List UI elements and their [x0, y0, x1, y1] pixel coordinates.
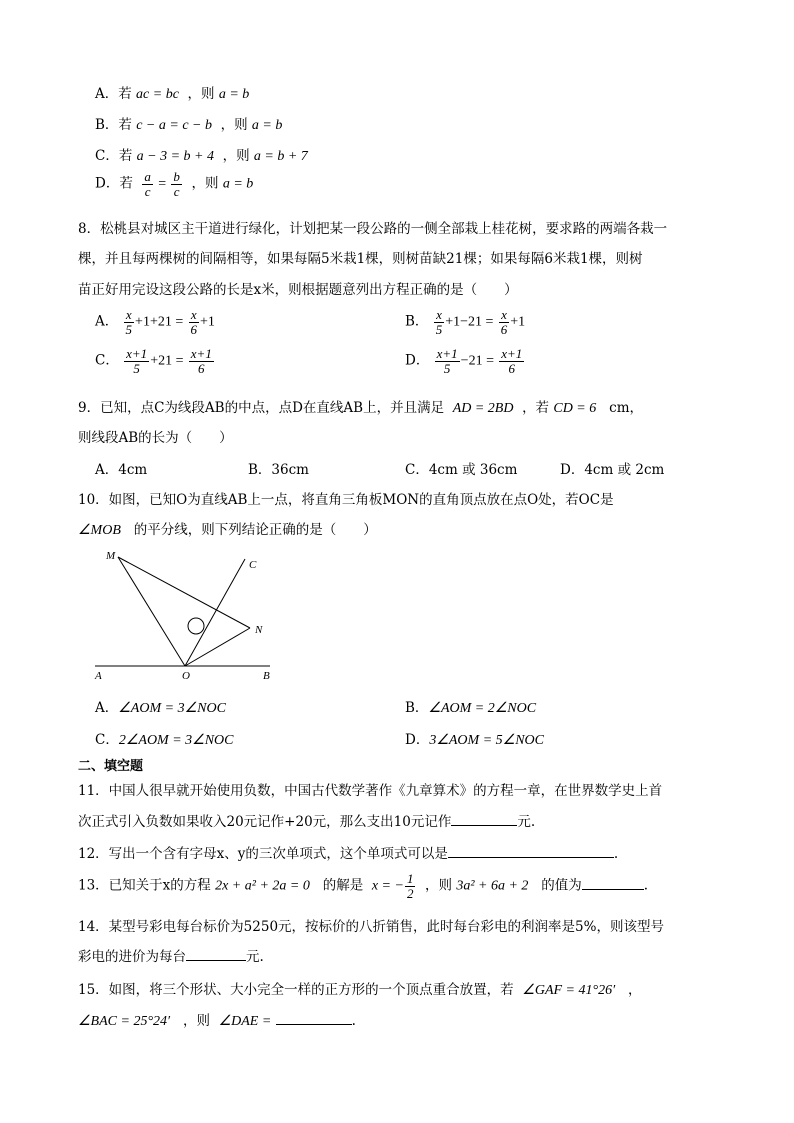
q11-line2: 次正式引入负数如果收入20元记作+20元，那么支出10元记作 元. [78, 814, 536, 830]
answer-blank[interactable] [186, 948, 246, 961]
ray-oc [185, 559, 245, 666]
q11-line1: 11．中国人很早就开始使用负数，中国古代数学著作《九章算术》的方程一章，在世界数学史上首 [78, 783, 663, 799]
triangle-hole [188, 618, 204, 634]
label-o: O [182, 670, 190, 682]
q10-option-b: B．∠AOM = 2∠NOC [405, 700, 537, 716]
label-c: C [249, 559, 257, 571]
answer-blank[interactable] [276, 1012, 352, 1025]
label-b: B [263, 670, 270, 682]
q10-figure [90, 548, 280, 683]
q12-line: 12．写出一个含有字母x、y的三次单项式，这个单项式可以是 . [78, 846, 619, 862]
q7-option-b: B．若 c − a = c − b ，则 a = b [95, 117, 283, 133]
q10-option-c: C．2∠AOM = 3∠NOC [95, 732, 234, 748]
q7-option-c: C．若 a − 3 = b + 4 ，则 a = b + 7 [95, 148, 308, 164]
q13-line: 13．已知关于x的方程 2x + a² + 2a = 0 的解是 x = − $\frac{1}{2}$ ，则 3a² + 6a + 2 的值为 . [78, 871, 649, 901]
answer-blank[interactable] [448, 845, 614, 858]
q15-line1: 15．如图，将三个形状、大小完全一样的正方形的一个顶点重合放置，若 ∠GAF = 41°26′ ， [78, 982, 642, 998]
q15-line2: ∠BAC = 25°24′ ，则 ∠DAE = . [78, 1013, 356, 1029]
label-n: N [255, 624, 263, 636]
q7-option-d: D．若 $\frac{a}{c}$ = $\frac{b}{c}$ ，则 a = b [95, 169, 254, 199]
label-a: A [95, 670, 102, 682]
q14-line1: 14．某型号彩电每台标价为5250元，按标价的八折销售，此时每台彩电的利润率是5%，则该型号 [78, 919, 664, 935]
segment-om [118, 557, 185, 666]
q14-line2: 彩电的进价为每台 元. [78, 949, 264, 965]
segment-mn [118, 557, 250, 628]
q8-option-d: D． $\frac{x+1}{5}$ −21 = $\frac{x+1}{6}$ [405, 346, 523, 376]
q9-line2: 则线段AB的长为（ ） [78, 430, 233, 446]
q9-line1: 9．已知，点C为线段AB的中点，点D在直线AB上，并且满足 AD = 2BD ，若 CD = 6 cm， [78, 400, 644, 416]
answer-blank[interactable] [451, 813, 517, 826]
q10-option-d: D．3∠AOM = 5∠NOC [405, 732, 544, 748]
label-m: M [106, 550, 116, 562]
q8-line2: 棵，并且每两棵树的间隔相等，如果每隔5米栽1棵，则树苗缺21棵；如果每隔6米栽1棵，则树 [78, 251, 643, 267]
q9-option-d: D．4cm 或 2cm [560, 462, 665, 478]
q8-option-c: C． $\frac{x+1}{5}$ +21 = $\frac{x+1}{6}$ [95, 346, 212, 376]
q10-line2: ∠MOB 的平分线，则下列结论正确的是（ ） [78, 522, 377, 538]
q8-option-b: B． $\frac{x}{5}$ +1−21 = $\frac{x}{6}$ +1 [405, 307, 526, 337]
answer-blank[interactable] [582, 877, 644, 890]
q8-option-a: A． $\frac{x}{5}$ +1+21 = $\frac{x}{6}$ +1 [95, 307, 215, 337]
q7-option-a: A．若 ac = bc ，则 a = b [95, 86, 250, 102]
q9-option-b: B．36cm [248, 462, 309, 478]
q8-line1: 8．松桃县对城区主干道进行绿化，计划把某一段公路的一侧全部栽上桂花树，要求路的两端各栽一 [78, 221, 668, 237]
q8-line3: 苗正好用完设这段公路的长是x米，则根据题意列出方程正确的是（ ） [78, 282, 518, 298]
q10-line1: 10．如图，已知O为直线AB上一点，将直角三角板MON的直角顶点放在点O处，若OC是 [78, 492, 614, 508]
q9-option-c: C．4cm 或 36cm [405, 462, 518, 478]
q9-option-a: A．4cm [95, 462, 148, 478]
q10-option-a: A．∠AOM = 3∠NOC [95, 700, 226, 716]
section-title: 二、填空题 [78, 759, 144, 774]
